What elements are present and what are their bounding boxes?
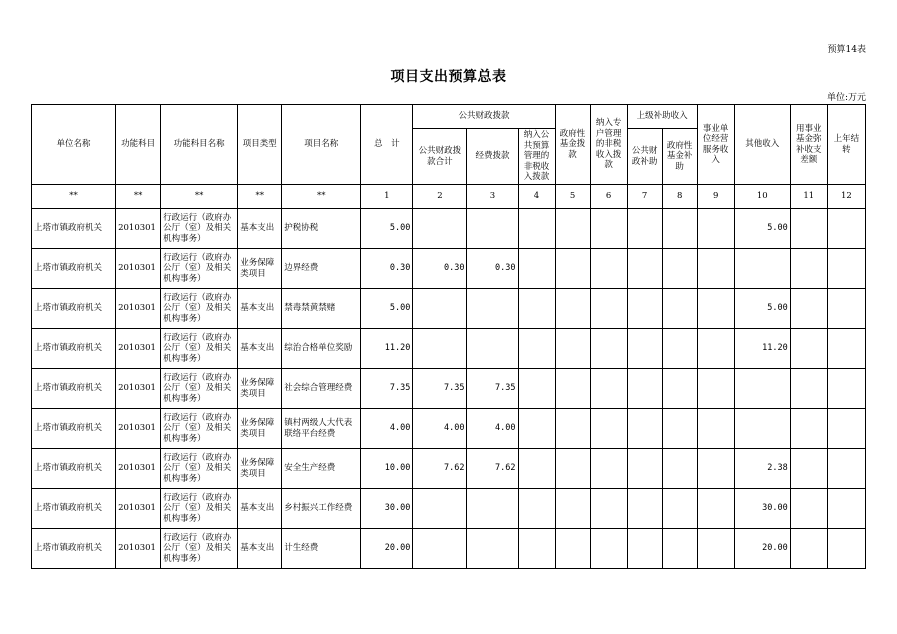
- index-cell: 6: [590, 185, 627, 209]
- gov-fund-cell: [555, 289, 590, 329]
- public-finance-total-cell: 4.00: [413, 409, 467, 449]
- header-other-income: 其他收入: [734, 105, 790, 185]
- special-account-non-tax-cell: [590, 209, 627, 249]
- index-cell: 11: [790, 185, 827, 209]
- index-cell: 3: [467, 185, 518, 209]
- total-cell: 11.20: [361, 329, 413, 369]
- func-name-cell: 行政运行（政府办公厅（室）及相关机构事务）: [161, 289, 238, 329]
- func-name-cell: 行政运行（政府办公厅（室）及相关机构事务）: [161, 409, 238, 449]
- unit-name-cell: 上塔市镇政府机关: [32, 209, 116, 249]
- func-name-cell: 行政运行（政府办公厅（室）及相关机构事务）: [161, 489, 238, 529]
- business-income-cell: [697, 329, 734, 369]
- project-name-cell: 禁毒禁黄禁赌: [282, 289, 361, 329]
- header-special-budget-non-tax: 纳入公共预算管理的非税收入拨款: [518, 129, 555, 185]
- table-row: [32, 529, 866, 569]
- project-name-cell: 边界经费: [282, 249, 361, 289]
- other-income-cell: [734, 369, 790, 409]
- fund-balance-cell: [790, 449, 827, 489]
- project-type-cell: 业务保障类项目: [238, 369, 282, 409]
- table-body: [32, 209, 866, 569]
- index-cell: 5: [555, 185, 590, 209]
- business-income-cell: [697, 369, 734, 409]
- gov-fund-cell: [555, 449, 590, 489]
- operating-funds-cell: [467, 209, 518, 249]
- total-cell: 4.00: [361, 409, 413, 449]
- other-income-cell: [734, 409, 790, 449]
- index-cell: **: [282, 185, 361, 209]
- other-income-cell: 5.00: [734, 209, 790, 249]
- func-code-cell: 2010301: [116, 449, 161, 489]
- carryover-cell: [827, 529, 865, 569]
- header-upper-subsidy: 上级补助收入: [627, 105, 697, 129]
- table-row: [32, 449, 866, 489]
- table-row: [32, 489, 866, 529]
- func-code-cell: 2010301: [116, 409, 161, 449]
- operating-funds-cell: [467, 529, 518, 569]
- unit-name-cell: 上塔市镇政府机关: [32, 449, 116, 489]
- project-name-cell: 社会综合管理经费: [282, 369, 361, 409]
- business-income-cell: [697, 249, 734, 289]
- gov-fund-subsidy-cell: [662, 289, 697, 329]
- special-account-non-tax-cell: [590, 249, 627, 289]
- total-cell: 7.35: [361, 369, 413, 409]
- gov-fund-subsidy-cell: [662, 449, 697, 489]
- public-finance-total-cell: 7.35: [413, 369, 467, 409]
- carryover-cell: [827, 489, 865, 529]
- public-finance-subsidy-cell: [627, 289, 662, 329]
- index-cell: 2: [413, 185, 467, 209]
- fund-balance-cell: [790, 529, 827, 569]
- index-cell: 4: [518, 185, 555, 209]
- index-cell: 12: [827, 185, 865, 209]
- total-cell: 5.00: [361, 209, 413, 249]
- table-row: [32, 369, 866, 409]
- project-name-cell: 镇村两级人大代表联络平台经费: [282, 409, 361, 449]
- unit-name-cell: 上塔市镇政府机关: [32, 529, 116, 569]
- form-number-label: 预算14表: [827, 45, 866, 55]
- table-row: [32, 329, 866, 369]
- public-finance-total-cell: [413, 289, 467, 329]
- header-business-income: 事业单位经营服务收入: [697, 105, 734, 185]
- unit-name-cell: 上塔市镇政府机关: [32, 409, 116, 449]
- operating-funds-cell: 4.00: [467, 409, 518, 449]
- special-budget-non-tax-cell: [518, 369, 555, 409]
- unit-name-cell: 上塔市镇政府机关: [32, 249, 116, 289]
- table-row: [32, 209, 866, 249]
- header-func-name: 功能科目名称: [161, 105, 238, 185]
- total-cell: 5.00: [361, 289, 413, 329]
- special-account-non-tax-cell: [590, 449, 627, 489]
- func-name-cell: 行政运行（政府办公厅（室）及相关机构事务）: [161, 529, 238, 569]
- fund-balance-cell: [790, 409, 827, 449]
- public-finance-subsidy-cell: [627, 409, 662, 449]
- func-code-cell: 2010301: [116, 529, 161, 569]
- operating-funds-cell: [467, 289, 518, 329]
- header-public-finance: 公共财政拨款: [413, 105, 555, 129]
- header-total: 总 计: [361, 105, 413, 185]
- carryover-cell: [827, 249, 865, 289]
- header-func-code: 功能科目: [116, 105, 161, 185]
- fund-balance-cell: [790, 249, 827, 289]
- func-name-cell: 行政运行（政府办公厅（室）及相关机构事务）: [161, 249, 238, 289]
- index-cell: 7: [627, 185, 662, 209]
- project-type-cell: 业务保障类项目: [238, 249, 282, 289]
- public-finance-subsidy-cell: [627, 369, 662, 409]
- header-carryover: 上年结转: [827, 105, 865, 185]
- special-budget-non-tax-cell: [518, 489, 555, 529]
- table-row: [32, 289, 866, 329]
- header-gov-fund: 政府性基金拨款: [555, 105, 590, 185]
- carryover-cell: [827, 289, 865, 329]
- unit-name-cell: 上塔市镇政府机关: [32, 369, 116, 409]
- project-type-cell: 业务保障类项目: [238, 449, 282, 489]
- public-finance-total-cell: 7.62: [413, 449, 467, 489]
- func-name-cell: 行政运行（政府办公厅（室）及相关机构事务）: [161, 329, 238, 369]
- index-cell: **: [116, 185, 161, 209]
- public-finance-subsidy-cell: [627, 329, 662, 369]
- business-income-cell: [697, 529, 734, 569]
- public-finance-total-cell: 0.30: [413, 249, 467, 289]
- project-type-cell: 业务保障类项目: [238, 409, 282, 449]
- table-row: [32, 409, 866, 449]
- project-type-cell: 基本支出: [238, 529, 282, 569]
- header-special-account-non-tax: 纳入专户管理的非税收入拨款: [590, 105, 627, 185]
- index-cell: 8: [662, 185, 697, 209]
- special-budget-non-tax-cell: [518, 449, 555, 489]
- fund-balance-cell: [790, 369, 827, 409]
- business-income-cell: [697, 209, 734, 249]
- operating-funds-cell: [467, 489, 518, 529]
- special-account-non-tax-cell: [590, 529, 627, 569]
- special-account-non-tax-cell: [590, 409, 627, 449]
- business-income-cell: [697, 289, 734, 329]
- gov-fund-cell: [555, 529, 590, 569]
- other-income-cell: 5.00: [734, 289, 790, 329]
- public-finance-subsidy-cell: [627, 489, 662, 529]
- other-income-cell: 30.00: [734, 489, 790, 529]
- public-finance-total-cell: [413, 329, 467, 369]
- gov-fund-subsidy-cell: [662, 249, 697, 289]
- gov-fund-subsidy-cell: [662, 409, 697, 449]
- total-cell: 20.00: [361, 529, 413, 569]
- special-account-non-tax-cell: [590, 369, 627, 409]
- gov-fund-subsidy-cell: [662, 369, 697, 409]
- operating-funds-cell: 7.35: [467, 369, 518, 409]
- header-fund-balance: 用事业基金弥补收支差额: [790, 105, 827, 185]
- header-gov-fund-subsidy: 政府性基金补助: [662, 129, 697, 185]
- project-name-cell: 乡村振兴工作经费: [282, 489, 361, 529]
- header-public-finance-subsidy: 公共财政补助: [627, 129, 662, 185]
- gov-fund-subsidy-cell: [662, 209, 697, 249]
- fund-balance-cell: [790, 289, 827, 329]
- func-code-cell: 2010301: [116, 369, 161, 409]
- business-income-cell: [697, 449, 734, 489]
- header-unit-name: 单位名称: [32, 105, 116, 185]
- public-finance-subsidy-cell: [627, 209, 662, 249]
- fund-balance-cell: [790, 329, 827, 369]
- other-income-cell: [734, 249, 790, 289]
- project-type-cell: 基本支出: [238, 289, 282, 329]
- special-budget-non-tax-cell: [518, 289, 555, 329]
- special-budget-non-tax-cell: [518, 249, 555, 289]
- header-project-type: 项目类型: [238, 105, 282, 185]
- index-cell: **: [161, 185, 238, 209]
- index-cell: **: [238, 185, 282, 209]
- business-income-cell: [697, 489, 734, 529]
- unit-label: 单位:万元: [826, 93, 866, 103]
- carryover-cell: [827, 209, 865, 249]
- gov-fund-cell: [555, 489, 590, 529]
- project-type-cell: 基本支出: [238, 329, 282, 369]
- fund-balance-cell: [790, 209, 827, 249]
- project-type-cell: 基本支出: [238, 209, 282, 249]
- fund-balance-cell: [790, 489, 827, 529]
- total-cell: 10.00: [361, 449, 413, 489]
- gov-fund-subsidy-cell: [662, 329, 697, 369]
- index-cell: 9: [697, 185, 734, 209]
- project-name-cell: 计生经费: [282, 529, 361, 569]
- project-name-cell: 安全生产经费: [282, 449, 361, 489]
- func-code-cell: 2010301: [116, 489, 161, 529]
- special-account-non-tax-cell: [590, 289, 627, 329]
- other-income-cell: 20.00: [734, 529, 790, 569]
- gov-fund-cell: [555, 329, 590, 369]
- carryover-cell: [827, 449, 865, 489]
- special-budget-non-tax-cell: [518, 209, 555, 249]
- total-cell: 30.00: [361, 489, 413, 529]
- header-public-finance-total: 公共财政拨款合计: [413, 129, 467, 185]
- carryover-cell: [827, 329, 865, 369]
- special-budget-non-tax-cell: [518, 329, 555, 369]
- unit-name-cell: 上塔市镇政府机关: [32, 489, 116, 529]
- column-index-row: [32, 185, 866, 209]
- func-code-cell: 2010301: [116, 209, 161, 249]
- func-code-cell: 2010301: [116, 329, 161, 369]
- unit-name-cell: 上塔市镇政府机关: [32, 289, 116, 329]
- public-finance-subsidy-cell: [627, 249, 662, 289]
- special-account-non-tax-cell: [590, 329, 627, 369]
- special-budget-non-tax-cell: [518, 409, 555, 449]
- gov-fund-subsidy-cell: [662, 489, 697, 529]
- public-finance-subsidy-cell: [627, 449, 662, 489]
- total-cell: 0.30: [361, 249, 413, 289]
- public-finance-total-cell: [413, 209, 467, 249]
- carryover-cell: [827, 409, 865, 449]
- header-project-name: 项目名称: [282, 105, 361, 185]
- operating-funds-cell: 0.30: [467, 249, 518, 289]
- table-row: [32, 249, 866, 289]
- func-name-cell: 行政运行（政府办公厅（室）及相关机构事务）: [161, 209, 238, 249]
- func-name-cell: 行政运行（政府办公厅（室）及相关机构事务）: [161, 369, 238, 409]
- public-finance-subsidy-cell: [627, 529, 662, 569]
- gov-fund-cell: [555, 249, 590, 289]
- operating-funds-cell: [467, 329, 518, 369]
- other-income-cell: 2.38: [734, 449, 790, 489]
- index-cell: 1: [361, 185, 413, 209]
- index-cell: 10: [734, 185, 790, 209]
- gov-fund-cell: [555, 209, 590, 249]
- special-budget-non-tax-cell: [518, 529, 555, 569]
- project-name-cell: 综治合格单位奖励: [282, 329, 361, 369]
- public-finance-total-cell: [413, 489, 467, 529]
- other-income-cell: 11.20: [734, 329, 790, 369]
- func-code-cell: 2010301: [116, 249, 161, 289]
- func-name-cell: 行政运行（政府办公厅（室）及相关机构事务）: [161, 449, 238, 489]
- gov-fund-subsidy-cell: [662, 529, 697, 569]
- func-code-cell: 2010301: [116, 289, 161, 329]
- page-title: 项目支出预算总表: [390, 69, 507, 85]
- project-type-cell: 基本支出: [238, 489, 282, 529]
- special-account-non-tax-cell: [590, 489, 627, 529]
- unit-name-cell: 上塔市镇政府机关: [32, 329, 116, 369]
- project-name-cell: 护税协税: [282, 209, 361, 249]
- header-operating-funds: 经费拨款: [467, 129, 518, 185]
- carryover-cell: [827, 369, 865, 409]
- index-cell: **: [32, 185, 116, 209]
- business-income-cell: [697, 409, 734, 449]
- public-finance-total-cell: [413, 529, 467, 569]
- gov-fund-cell: [555, 409, 590, 449]
- gov-fund-cell: [555, 369, 590, 409]
- operating-funds-cell: 7.62: [467, 449, 518, 489]
- budget-table: [31, 104, 866, 569]
